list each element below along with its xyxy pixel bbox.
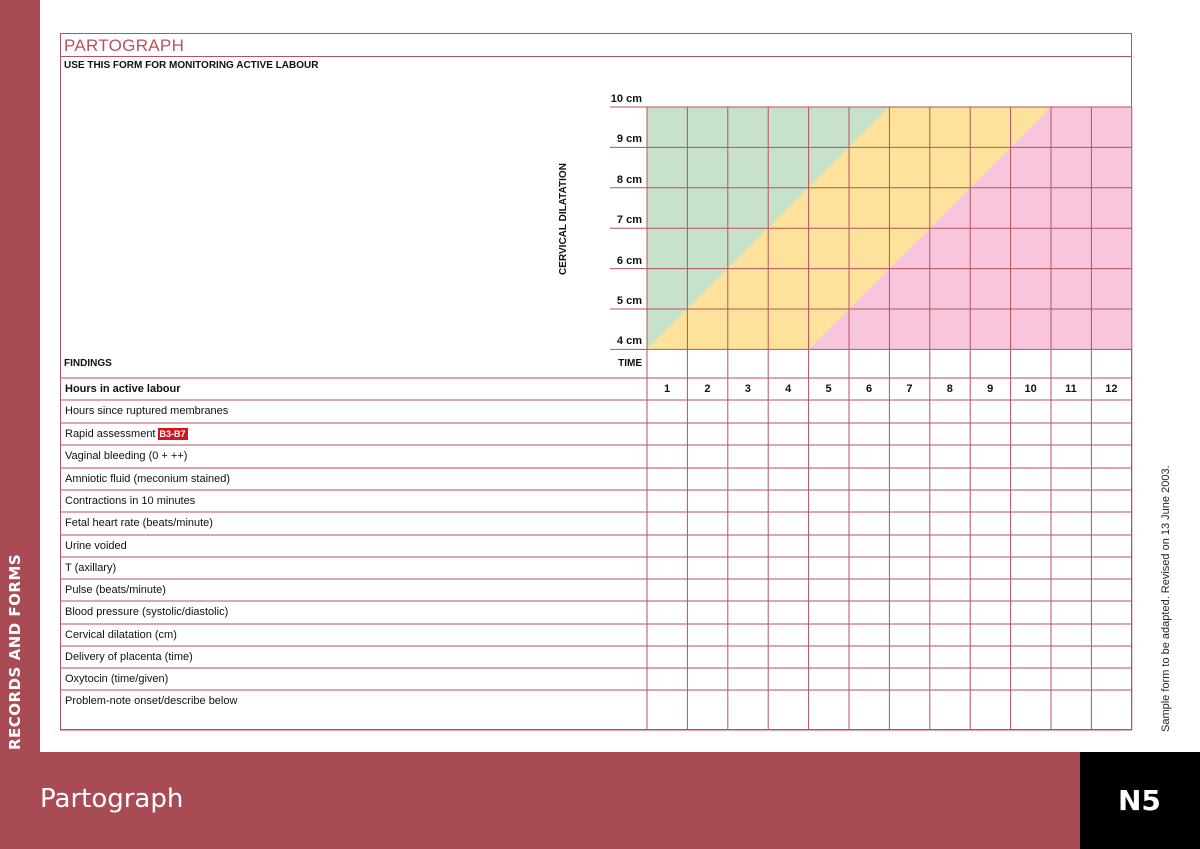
findings-row-label xyxy=(65,562,116,574)
findings-row-label xyxy=(65,629,177,641)
page-code: N5 xyxy=(1118,784,1161,817)
hour-number: 2 xyxy=(704,383,711,395)
hour-number: 7 xyxy=(906,383,913,395)
findings-row-label xyxy=(65,651,193,663)
row-label-text: Hours since ruptured membranes xyxy=(65,405,229,417)
hour-number: 5 xyxy=(825,383,832,395)
findings-header: FINDINGS xyxy=(64,358,112,369)
row-label-text: Blood pressure (systolic/diastolic) xyxy=(65,606,229,618)
page-reference-link[interactable]: B3-B7 xyxy=(159,429,186,439)
findings-row-label xyxy=(65,517,213,529)
findings-row-label xyxy=(65,428,188,440)
page-title: Partograph xyxy=(40,784,184,814)
findings-row-label xyxy=(65,673,168,685)
dilatation-level-label: 5 cm xyxy=(616,295,642,307)
hour-number: 12 xyxy=(1105,383,1118,395)
revision-note: Sample form to be adapted. Revised on 13 June 2003. xyxy=(1160,465,1172,732)
findings-row-label xyxy=(65,473,230,485)
hour-number: 1 xyxy=(663,383,671,395)
hour-number: 8 xyxy=(946,383,953,395)
dilatation-level-label: 10 cm xyxy=(610,93,642,105)
hour-number: 4 xyxy=(785,383,792,395)
findings-row-label xyxy=(65,495,195,507)
dilatation-level-label: 8 cm xyxy=(616,173,642,186)
hour-number: 11 xyxy=(1065,383,1077,395)
row-label-text: Delivery of placenta (time) xyxy=(65,651,193,663)
cervical-dilatation-axis-label: CERVICAL DILATATION xyxy=(558,163,569,275)
form-subtitle: USE THIS FORM FOR MONITORING ACTIVE LABOUR xyxy=(64,60,319,71)
hour-number: 9 xyxy=(987,383,994,395)
row-label-text: Oxytocin (time/given) xyxy=(65,673,169,685)
row-label-text: Amniotic fluid (meconium stained) xyxy=(65,473,231,485)
form-title: PARTOGRAPH xyxy=(64,36,185,55)
dilatation-level-label: 9 cm xyxy=(616,133,642,146)
findings-row-label xyxy=(65,584,166,596)
row-label-text: Vaginal bleeding (0 + ++) xyxy=(65,450,188,462)
row-label-text: Contractions in 10 minutes xyxy=(65,495,196,507)
dilatation-level-label: 4 cm xyxy=(616,335,642,348)
findings-row-label xyxy=(65,405,228,417)
row-label-text: Problem-note onset/describe below xyxy=(65,695,238,707)
dilatation-level-label: 6 cm xyxy=(616,254,642,267)
row-label-text: T (axillary) xyxy=(65,562,117,574)
row-label-text: Pulse (beats/minute) xyxy=(65,584,166,596)
row-label-text: Cervical dilatation (cm) xyxy=(65,629,177,641)
section-label: RECORDS AND FORMS xyxy=(6,553,24,750)
row-label-text: Fetal heart rate (beats/minute) xyxy=(65,517,213,529)
hour-number: 6 xyxy=(865,383,873,395)
time-header: TIME xyxy=(618,358,642,369)
row-label-text: Rapid assessment xyxy=(65,428,156,440)
findings-row-label xyxy=(65,695,237,707)
hour-number: 3 xyxy=(744,383,751,395)
findings-row-label xyxy=(65,606,228,618)
hour-number: 10 xyxy=(1024,383,1037,395)
row-label-text: Hours in active labour xyxy=(65,383,181,395)
findings-row-label xyxy=(65,450,187,462)
row-label-text: Urine voided xyxy=(65,540,127,552)
findings-row-label xyxy=(65,383,181,395)
findings-row-label xyxy=(65,540,127,552)
dilatation-level-label: 7 cm xyxy=(616,214,642,227)
